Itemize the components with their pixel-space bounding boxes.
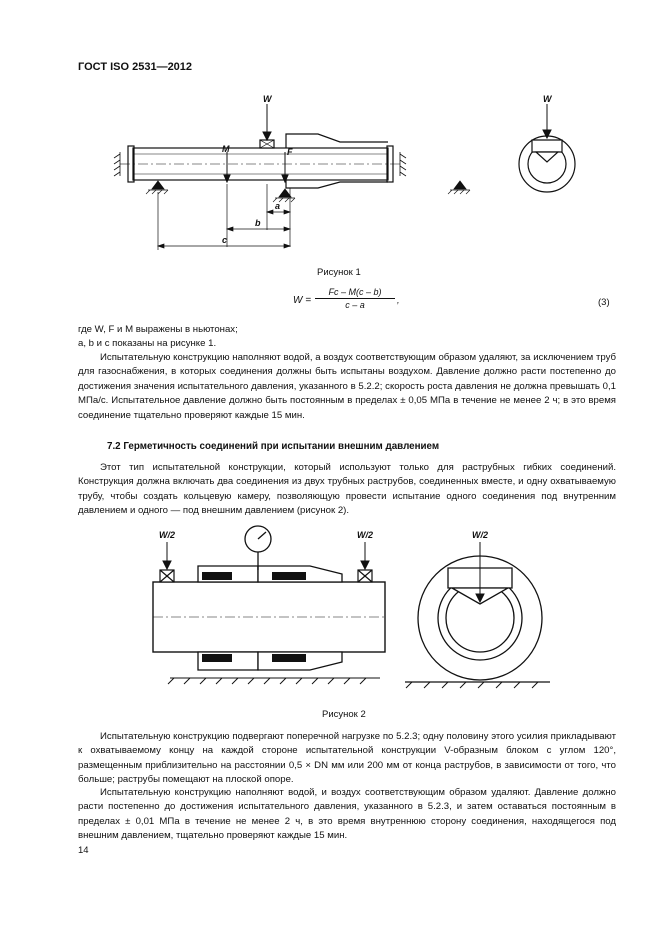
figure-1-cross-section	[519, 136, 575, 192]
label-W2-section: W/2	[472, 530, 489, 540]
equation-denominator: c – a	[345, 300, 365, 310]
paragraph-1: Испытательную конструкцию наполняют водой, а воздух соответствующим образом удаляют, за исключением труб для газоснабжения, в которых соединения должны быть испытаны воздухом. Давление должно расти постепенно до достижения значения испытательного давления, указанного в 5.2.2; скорость роста давления не должна превышать 0,1 МПа/с. Испытательное давление должно быть постоянным в пределах ± 0,05 МПа в течение не менее 2 ч; в это время соединение тщательно проверяют каждые 15 мин.	[78, 352, 616, 421]
page-number: 14	[78, 845, 89, 856]
label-b: b	[255, 218, 261, 228]
support-middle	[279, 189, 291, 197]
section-heading-7-2: 7.2 Герметичность соединений при испытании внешним давлением	[107, 441, 440, 452]
label-W2-left: W/2	[159, 530, 176, 540]
figure-1-caption: Рисунок 1	[317, 267, 361, 278]
abc-line: a, b и c показаны на рисунке 1.	[78, 338, 217, 349]
equation-lhs: W =	[293, 295, 312, 306]
equation-3	[293, 287, 413, 317]
equation-tail: ,	[397, 295, 400, 305]
where-line: где W, F и M выражены в ньютонах;	[78, 324, 238, 335]
label-a: a	[275, 201, 281, 211]
socket-outline-bottom	[286, 180, 388, 188]
equation-number: (3)	[598, 297, 610, 308]
label-M: M	[222, 144, 230, 154]
figure-2-cross-section	[405, 556, 550, 682]
label-W-section: W	[543, 94, 552, 104]
document-header: ГОСТ ISO 2531—2012	[78, 61, 193, 73]
label-W: W	[263, 94, 272, 104]
paragraph-3: Испытательную конструкцию подвергают поперечной нагрузке по 5.2.3; одну половину этого усилия прикладывают к охватываемому концу на каждой стороне испытательной конструкции V-образным блоком с углом 120°, размещенным приблизительно на расстоянии 0,5 × DN мм или 200 мм от конца раструбов, в зависимости от того, что больше; раструбы помещают на плоской опоре.	[78, 731, 616, 786]
figure-2-caption: Рисунок 2	[322, 709, 366, 720]
figure-2-drawing	[150, 522, 560, 702]
label-c: c	[222, 235, 228, 245]
socket-outline-top	[286, 134, 388, 148]
label-W2-right: W/2	[357, 530, 374, 540]
paragraph-2: Этот тип испытательной конструкции, который используют только для раструбных гибких соединений. Конструкция должна включать два соединения из двух трубных раструбов, соединенных вместе, и одну охватываемую трубу, чтобы создать кольцевую камеру, позволяющую провести испытание одного соединения под внутренним давлением и одного — под внешним давлением (рисунок 2).	[78, 462, 616, 517]
label-F: F	[287, 147, 293, 157]
equation-numerator: Fc – M(c – b)	[315, 287, 395, 299]
paragraph-4: Испытательную конструкцию наполняют водой, и воздух соответствующим образом удаляют. Давление должно расти постепенно до достижения испытательного давления, указанного в 5.2.3, и затем оставаться постоянным в пределах ± 0,01 МПа в течение не менее 2 ч, в это время внутреннюю сторону соединения, находящегося под внешним давлением, тщательно проверяют каждые 15 мин.	[78, 787, 616, 842]
figure-1-drawing	[100, 92, 600, 264]
